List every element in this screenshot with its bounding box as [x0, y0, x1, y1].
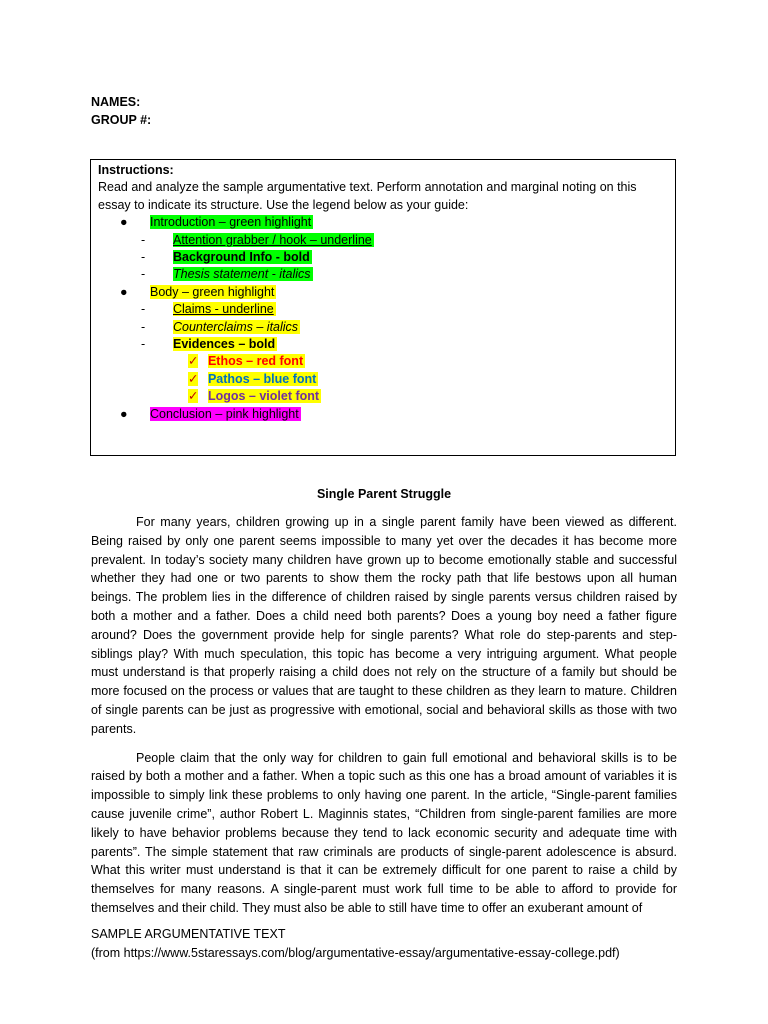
bullet-icon: ● — [120, 406, 128, 421]
legend-item-claims — [98, 301, 668, 318]
essay-paragraph: People claim that the only way for children to gain full emotional and behavioral skills is to be raised by both a mother and a father. When a topic such as this one has a broad amount of variables it is impossible to simply link these problems to only having one parent. In the article, “Single-parent families cause juvenile crime”, author Robert L. Maginnis states, “Children from single-parent families are more likely to have behavior problems because they tend to lack economic security and adequate time with parents”. The simple statement that raw criminals are products of single-parent adolescence is absurd. What this writer must understand is that it can be extremely difficult for one parent to raise a child by themselves for many reasons. A single-parent must work full time to be able to afford to provide for themselves and their child. They must also be able to still have time to offer an exuberant amount of — [91, 750, 677, 915]
legend-item-evidences — [98, 336, 668, 353]
names-label: NAMES: — [91, 95, 141, 109]
checkmark-icon: ✓ — [188, 354, 199, 369]
source-footer — [91, 925, 620, 962]
student-header — [91, 93, 151, 129]
essay-title: Single Parent Struggle — [316, 487, 452, 501]
group-label: GROUP #: — [91, 113, 152, 127]
legend-label: Conclusion – pink highlight — [150, 406, 299, 421]
legend-label: Evidences – bold — [173, 337, 276, 352]
legend-item-logos — [98, 388, 668, 405]
legend-label: Logos – violet font — [207, 389, 320, 404]
dash-icon: - — [141, 302, 146, 317]
dash-icon: - — [141, 337, 146, 352]
legend-label: Attention grabber / hook – underline — [173, 232, 372, 247]
annotation-legend — [98, 214, 668, 423]
checkmark-icon: ✓ — [188, 371, 199, 386]
bullet-icon: ● — [120, 284, 128, 299]
checkmark-icon: ✓ — [188, 389, 199, 404]
legend-label: Background Info - bold — [173, 250, 310, 265]
legend-item-body — [98, 284, 668, 301]
essay-body — [91, 513, 677, 928]
legend-item-background — [98, 249, 668, 266]
legend-item-ethos — [98, 353, 668, 370]
footer-title: SAMPLE ARGUMENTATIVE TEXT — [91, 927, 286, 941]
essay-paragraph: For many years, children growing up in a single parent family have been viewed as different. Being raised by only one parent seems impossible to many yet over the decades it has become more prevalent. In today’s society many children have grown up to become emotionally stable and successful whether they had one or two parents to show them the rocky path that life bestows upon all human beings. The problem lies in the difference of children raised by single parents versus children raised by both a mother and a father. Does a child need both parents? Does a young boy need a father figure around? Does the government provide help for single parents? What role do step-parents and step-siblings play? With much speculation, this topic has become a very intriguing argument. What people must understand is that properly raising a child does not rely on the structure of a family but should be more focused on the process or values that are taught to these children as they learn to mature. Children of single parents can be just as progressive with emotional, social and behavioral skills as those with two parents. — [91, 515, 677, 736]
legend-item-counterclaims — [98, 319, 668, 336]
legend-label: Thesis statement - italics — [173, 267, 311, 282]
legend-label: Ethos – red font — [207, 354, 304, 369]
legend-label: Pathos – blue font — [207, 371, 317, 386]
legend-item-hook — [98, 232, 668, 249]
legend-label: Introduction – green highlight — [150, 215, 312, 230]
instructions-box — [90, 159, 676, 456]
legend-label: Body – green highlight — [150, 284, 275, 299]
footer-source: (from https://www.5staressays.com/blog/argumentative-essay/argumentative-essay-college.pdf) — [91, 945, 620, 960]
dash-icon: - — [141, 250, 146, 265]
legend-item-conclusion — [98, 406, 668, 423]
dash-icon: - — [141, 267, 146, 282]
dash-icon: - — [141, 319, 146, 334]
legend-item-thesis — [98, 266, 668, 283]
instructions-title: Instructions: — [98, 163, 174, 177]
bullet-icon: ● — [120, 215, 128, 230]
legend-label: Counterclaims – italics — [173, 319, 299, 334]
legend-item-introduction — [98, 214, 668, 231]
legend-label: Claims - underline — [173, 302, 274, 317]
instructions-text: Read and analyze the sample argumentative text. Perform annotation and marginal noting on this essay to indicate its structure. Use the legend below as your guide: — [98, 180, 637, 212]
dash-icon: - — [141, 232, 146, 247]
legend-item-pathos — [98, 371, 668, 388]
